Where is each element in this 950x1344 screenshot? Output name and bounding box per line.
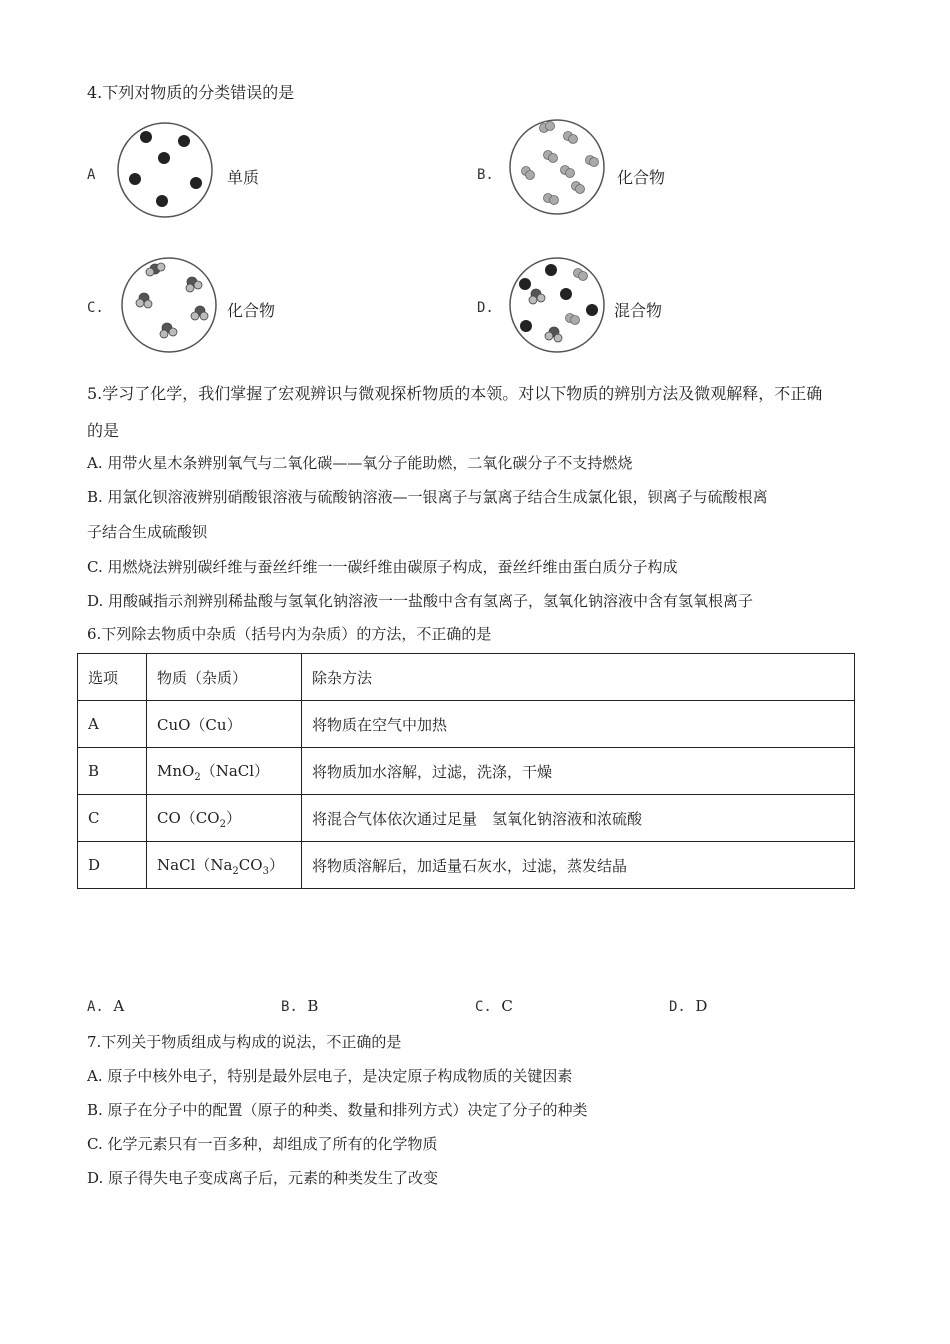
row-method: 将混合气体依次通过足量 氢氧化钠溶液和浓硫酸	[302, 795, 855, 842]
q6-table	[77, 653, 855, 889]
q7-option-b: B. 原子在分子中的配置（原子的种类、数量和排列方式）决定了分子的种类	[87, 1101, 588, 1119]
q5-stem-line2: 的是	[87, 421, 120, 440]
row-method: 将物质加水溶解，过滤，洗涤，干燥	[302, 748, 855, 795]
row-option: B	[78, 748, 147, 795]
q5-option-d: D. 用酸碱指示剂辨别稀盐酸与氢氧化钠溶液一一盐酸中含有氢离子，氢氧化钠溶液中含有氢氧根离子	[87, 592, 754, 610]
q5-option-b-line1: B. 用氯化钡溶液辨别硝酸银溶液与硫酸钠溶液—一银离子与氯离子结合生成氯化银，钡离子与硫酸根离	[87, 488, 768, 506]
q5-stem-line1: 5.学习了化学，我们掌握了宏观辨识与微观探析物质的本领。对以下物质的辨别方法及微观解释，不正确	[87, 384, 823, 403]
q4-option-a-label: A	[87, 167, 96, 183]
row-option: A	[78, 701, 147, 748]
q4-option-d-particle-diagram	[508, 256, 606, 354]
row-substance: $CO(CO_2)$	[147, 795, 302, 842]
q6-answer-b: B. B	[281, 997, 319, 1015]
row-substance: $NaCl(Na_2CO_3)$	[147, 842, 302, 889]
q6-answer-a: A. A	[87, 997, 125, 1015]
q4-option-b-particle-diagram	[508, 118, 606, 216]
q4-option-d-caption: 混合物	[614, 301, 663, 320]
table-row	[78, 795, 855, 842]
q4-option-c-particle-diagram	[120, 256, 218, 354]
q5-option-b-line2: 子结合生成硫酸钡	[87, 523, 208, 541]
header-option: 选项	[78, 654, 147, 701]
header-substance: 物质（杂质）	[147, 654, 302, 701]
q4-option-c-label: C.	[87, 300, 104, 316]
q6-answer-d: D. D	[669, 997, 708, 1015]
header-method: 除杂方法	[302, 654, 855, 701]
q7-option-a: A. 原子中核外电子，特别是最外层电子，是决定原子构成物质的关键因素	[87, 1067, 573, 1085]
table-row	[78, 701, 855, 748]
q7-stem: 7.下列关于物质组成与构成的说法，不正确的是	[87, 1033, 402, 1051]
table-header-row	[78, 654, 855, 701]
q4-option-a-caption: 单质	[227, 168, 260, 187]
q4-option-a-particle-diagram	[116, 121, 214, 219]
row-substance: MnO$_2$（NaCl）	[147, 748, 302, 795]
row-option: C	[78, 795, 147, 842]
q7-option-d: D. 原子得失电子变成离子后，元素的种类发生了改变	[87, 1169, 439, 1187]
table-row	[78, 748, 855, 795]
q4-option-b-label: B.	[477, 167, 494, 183]
q6-stem: 6.下列除去物质中杂质（括号内为杂质）的方法，不正确的是	[87, 625, 492, 643]
row-method: 将物质溶解后，加适量石灰水，过滤，蒸发结晶	[302, 842, 855, 889]
q4-stem: 4.下列对物质的分类错误的是	[87, 83, 295, 102]
row-substance: CuO（Cu）	[147, 701, 302, 748]
row-method: 将物质在空气中加热	[302, 701, 855, 748]
q6-answer-c: C. C	[475, 997, 513, 1015]
q4-option-d-label: D.	[477, 300, 494, 316]
q7-option-c: C. 化学元素只有一百多种，却组成了所有的化学物质	[87, 1135, 438, 1153]
table-row	[78, 842, 855, 889]
q5-option-a: A. 用带火星木条辨别氧气与二氧化碳——氧分子能助燃，二氧化碳分子不支持燃烧	[87, 454, 633, 472]
q4-option-b-caption: 化合物	[617, 168, 666, 187]
q4-option-c-caption: 化合物	[227, 301, 276, 320]
q5-option-c: C. 用燃烧法辨别碳纤维与蚕丝纤维一一碳纤维由碳原子构成，蚕丝纤维由蛋白质分子构成	[87, 558, 678, 576]
row-option: D	[78, 842, 147, 889]
